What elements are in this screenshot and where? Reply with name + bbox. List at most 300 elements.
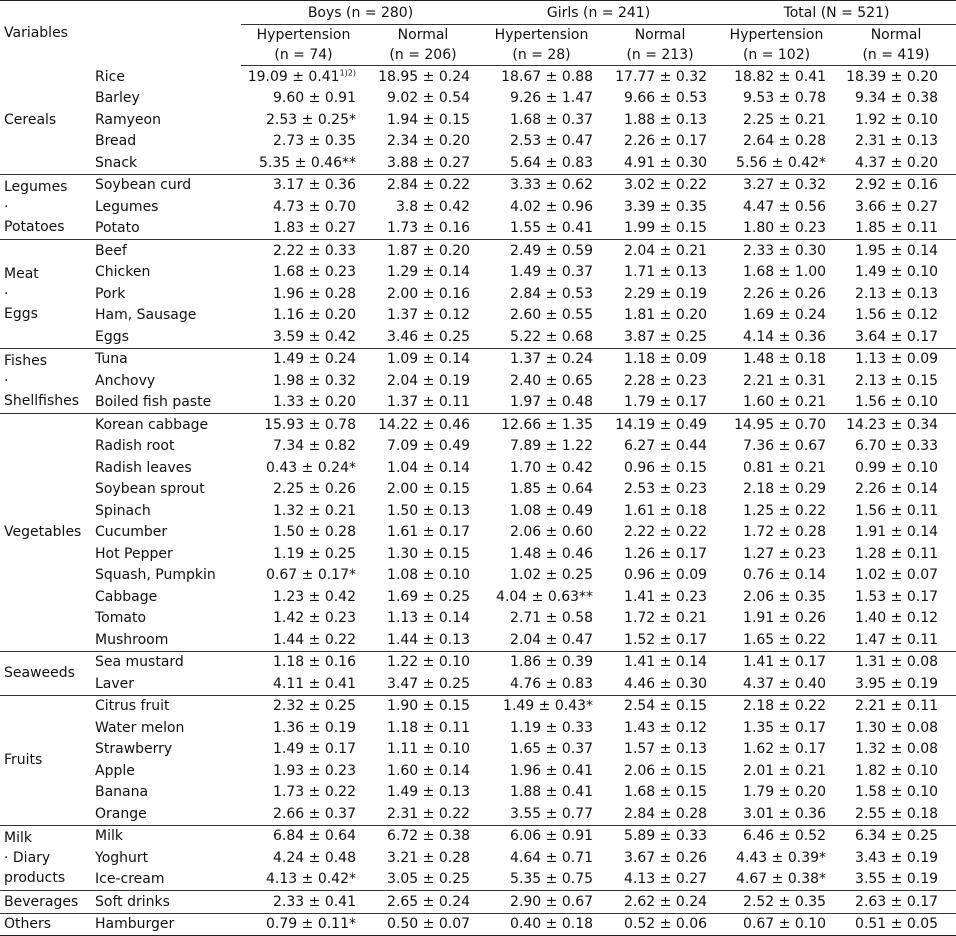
value-text: 12.66 ± 1.35 <box>501 416 594 433</box>
value-cell <box>241 522 366 544</box>
value-text: 4.02 ± 0.96 <box>510 198 594 215</box>
value-text: 6.72 ± 0.38 <box>387 828 471 845</box>
value-text: 5.22 ± 0.68 <box>510 328 594 345</box>
value-cell <box>836 760 956 782</box>
value-text: 0.96 ± 0.09 <box>624 567 708 584</box>
value-text: 1.68 ± 1.00 <box>743 264 827 281</box>
value-cell <box>836 109 956 131</box>
value-cell <box>366 760 480 782</box>
value-cell <box>480 608 603 630</box>
table-row <box>0 565 956 587</box>
value-cell <box>836 608 956 630</box>
food-item-label: Radish root <box>95 438 175 455</box>
value-cell <box>717 218 836 240</box>
value-cell <box>241 608 366 630</box>
value-cell <box>836 803 956 825</box>
value-text: 2.21 ± 0.11 <box>855 698 939 715</box>
value-cell <box>241 262 366 284</box>
value-cell <box>717 522 836 544</box>
value-cell <box>480 717 603 739</box>
value-text: 1.62 ± 0.17 <box>743 741 827 758</box>
food-item-label: Chicken <box>95 264 151 281</box>
value-cell <box>717 500 836 522</box>
value-cell <box>603 782 717 804</box>
value-cell <box>241 370 366 392</box>
value-text: 7.34 ± 0.82 <box>273 438 356 455</box>
value-cell <box>241 543 366 565</box>
value-cell <box>836 392 956 414</box>
value-text: 1.69 ± 0.24 <box>743 307 827 324</box>
value-text: 1.11 ± 0.10 <box>387 741 471 758</box>
food-item-label: Legumes <box>95 198 159 215</box>
food-item-label: Cucumber <box>95 524 168 541</box>
subheader-label: Hypertension <box>494 27 589 43</box>
table-row <box>0 457 956 479</box>
value-cell <box>241 305 366 327</box>
value-text: 4.64 ± 0.71 <box>510 849 594 866</box>
value-text: 1.44 ± 0.13 <box>387 631 471 648</box>
subheader-label: Normal <box>634 27 686 43</box>
value-cell <box>603 305 717 327</box>
value-text: 3.88 ± 0.27 <box>387 154 471 171</box>
value-cell <box>717 673 836 695</box>
girls-header: Girls (n = 241) <box>480 1 717 25</box>
table-row <box>0 803 956 825</box>
value-cell <box>480 825 603 847</box>
value-text: 6.27 ± 0.44 <box>624 438 708 455</box>
value-cell <box>603 174 717 196</box>
value-cell <box>603 803 717 825</box>
value-text: 2.60 ± 0.55 <box>510 307 594 324</box>
value-cell <box>836 66 956 88</box>
value-cell <box>836 543 956 565</box>
value-cell <box>366 240 480 262</box>
category-label-line: · <box>4 198 9 215</box>
value-text: 4.73 ± 0.70 <box>273 198 356 215</box>
food-item-label: Anchovy <box>95 372 156 389</box>
value-text: 3.55 ± 0.19 <box>855 871 939 888</box>
value-cell <box>480 651 603 673</box>
value-cell <box>480 283 603 305</box>
value-cell <box>603 739 717 761</box>
value-text: 3.59 ± 0.42 <box>273 328 356 345</box>
value-text: 5.35 ± 0.46** <box>259 154 356 171</box>
value-cell <box>366 629 480 651</box>
food-item-label: Hot Pepper <box>95 545 173 562</box>
category-label-line: Beverages <box>4 893 79 910</box>
value-cell <box>603 479 717 501</box>
value-text: 0.99 ± 0.10 <box>855 459 939 476</box>
category-label-line: Eggs <box>4 305 38 322</box>
value-cell <box>366 825 480 847</box>
food-item-label: Ham, Sausage <box>95 307 197 324</box>
value-cell <box>836 695 956 717</box>
value-text: 1.35 ± 0.17 <box>743 719 827 736</box>
value-cell <box>603 196 717 218</box>
subheader-label: Normal <box>870 27 922 43</box>
value-cell <box>603 825 717 847</box>
value-text: 4.91 ± 0.30 <box>624 154 708 171</box>
value-text: 1.68 ± 0.15 <box>624 784 708 801</box>
value-cell <box>603 152 717 174</box>
value-text: 9.26 ± 1.47 <box>510 90 594 107</box>
value-text: 5.89 ± 0.33 <box>624 828 708 845</box>
value-text: 2.31 ± 0.13 <box>855 133 939 150</box>
food-item-label: Pork <box>95 285 126 302</box>
value-cell <box>836 370 956 392</box>
value-text: 1.08 ± 0.10 <box>387 567 471 584</box>
value-cell <box>366 88 480 110</box>
value-cell <box>480 174 603 196</box>
value-cell <box>241 414 366 436</box>
value-text: 18.67 ± 0.88 <box>501 68 594 85</box>
value-text: 2.92 ± 0.16 <box>855 177 939 194</box>
food-item-label: Citrus fruit <box>91 695 241 717</box>
value-cell <box>366 392 480 414</box>
value-text: 3.47 ± 0.25 <box>387 675 471 692</box>
value-text: 1.79 ± 0.17 <box>624 394 708 411</box>
value-text: 1.50 ± 0.28 <box>273 524 356 541</box>
value-cell <box>717 869 836 891</box>
value-text: 3.01 ± 0.36 <box>743 805 827 822</box>
table-row <box>0 436 956 458</box>
value-cell <box>480 392 603 414</box>
value-text: 1.92 ± 0.10 <box>855 111 939 128</box>
value-text: 1.41 ± 0.17 <box>743 654 827 671</box>
value-cell <box>241 436 366 458</box>
value-text: 1.19 ± 0.25 <box>273 545 356 562</box>
value-cell <box>241 673 366 695</box>
value-cell <box>480 543 603 565</box>
table-row <box>0 326 956 348</box>
value-cell <box>366 262 480 284</box>
value-text: 1.73 ± 0.22 <box>273 784 356 801</box>
value-text: 7.89 ± 1.22 <box>510 438 594 455</box>
value-text: 2.65 ± 0.24 <box>387 893 471 910</box>
subheader-label: Hypertension <box>729 27 824 43</box>
value-text: 2.00 ± 0.16 <box>387 285 471 302</box>
category-label-line: · Diary <box>4 849 51 866</box>
category-label <box>0 66 91 175</box>
value-text: 1.49 ± 0.43* <box>503 698 594 715</box>
value-text: 2.31 ± 0.22 <box>387 805 471 822</box>
value-text: 2.49 ± 0.59 <box>510 242 594 259</box>
value-text: 1.85 ± 0.11 <box>855 220 939 237</box>
value-cell <box>480 370 603 392</box>
table-row <box>0 88 956 110</box>
table-row <box>0 109 956 131</box>
value-cell <box>717 543 836 565</box>
value-cell <box>366 608 480 630</box>
value-text: 1.42 ± 0.23 <box>273 610 356 627</box>
value-cell <box>717 651 836 673</box>
table-row <box>0 370 956 392</box>
food-item-label: Eggs <box>95 328 129 345</box>
value-text: 1.49 ± 0.17 <box>273 741 356 758</box>
value-text: 2.71 ± 0.58 <box>510 610 594 627</box>
value-cell <box>717 152 836 174</box>
value-text: 14.22 ± 0.46 <box>378 416 471 433</box>
category-label-line: Meat <box>4 265 39 282</box>
value-cell <box>603 695 717 717</box>
value-cell <box>717 803 836 825</box>
value-cell <box>717 479 836 501</box>
value-text: 2.90 ± 0.67 <box>510 893 594 910</box>
value-cell <box>366 782 480 804</box>
value-text: 1.18 ± 0.11 <box>387 719 471 736</box>
value-cell <box>836 825 956 847</box>
value-cell <box>480 913 603 936</box>
value-cell <box>603 88 717 110</box>
value-text: 6.06 ± 0.91 <box>510 828 594 845</box>
value-text: 1.72 ± 0.21 <box>624 610 708 627</box>
value-cell <box>836 479 956 501</box>
value-cell <box>836 240 956 262</box>
value-text: 1.53 ± 0.17 <box>855 588 939 605</box>
value-text: 9.02 ± 0.54 <box>387 90 471 107</box>
table-row <box>0 262 956 284</box>
value-cell <box>836 152 956 174</box>
value-text: 2.25 ± 0.21 <box>743 111 827 128</box>
value-cell <box>366 326 480 348</box>
table-row <box>0 66 956 88</box>
value-text: 1.56 ± 0.10 <box>855 394 939 411</box>
category-label <box>0 913 91 936</box>
value-text: 1.49 ± 0.13 <box>387 784 471 801</box>
value-cell <box>603 131 717 153</box>
category-label-line: Shellfishes <box>4 392 80 409</box>
value-text: 14.95 ± 0.70 <box>734 416 827 433</box>
value-cell <box>241 109 366 131</box>
value-text: 1.48 ± 0.18 <box>743 351 827 368</box>
value-cell <box>480 326 603 348</box>
value-cell <box>603 218 717 240</box>
table-row <box>0 522 956 544</box>
value-cell <box>717 629 836 651</box>
value-text: 3.02 ± 0.22 <box>624 177 708 194</box>
value-text: 2.84 ± 0.28 <box>624 805 708 822</box>
category-label <box>0 348 91 414</box>
value-cell <box>717 695 836 717</box>
value-text: 2.32 ± 0.25 <box>273 698 356 715</box>
value-text: 1.41 ± 0.23 <box>624 588 708 605</box>
value-text: 2.22 ± 0.33 <box>273 242 356 259</box>
value-cell <box>480 847 603 869</box>
value-text: 2.06 ± 0.35 <box>743 588 827 605</box>
value-cell <box>241 392 366 414</box>
value-text: 9.66 ± 0.53 <box>624 90 708 107</box>
value-text: 3.33 ± 0.62 <box>510 177 594 194</box>
table-row <box>0 825 956 847</box>
food-item-label: Ramyeon <box>95 111 161 128</box>
food-item-label: Korean cabbage <box>91 414 241 436</box>
value-text: 4.04 ± 0.63** <box>496 588 594 605</box>
value-cell <box>717 847 836 869</box>
value-cell <box>366 109 480 131</box>
value-cell <box>836 651 956 673</box>
value-text: 1.57 ± 0.13 <box>624 741 708 758</box>
value-cell <box>717 348 836 370</box>
value-text: 5.64 ± 0.83 <box>510 154 594 171</box>
category-label-line: Others <box>4 916 52 933</box>
value-text: 2.22 ± 0.22 <box>624 524 708 541</box>
value-text: 1.71 ± 0.13 <box>624 264 708 281</box>
value-text: 4.11 ± 0.41 <box>273 675 356 692</box>
food-item-label: Orange <box>95 805 147 822</box>
table-row <box>0 174 956 196</box>
value-cell <box>603 500 717 522</box>
value-text: 1.93 ± 0.23 <box>273 762 356 779</box>
value-cell <box>241 66 366 88</box>
value-cell <box>241 283 366 305</box>
food-item-label: Tomato <box>95 610 147 627</box>
value-text: 4.43 ± 0.39* <box>736 849 827 866</box>
table-row <box>0 305 956 327</box>
value-cell <box>836 436 956 458</box>
value-cell <box>366 891 480 914</box>
value-text: 1.82 ± 0.10 <box>855 762 939 779</box>
value-cell <box>836 414 956 436</box>
value-text: 3.95 ± 0.19 <box>855 675 939 692</box>
category-label-line: Fishes <box>4 352 47 369</box>
table-body <box>0 66 956 936</box>
food-item-label: Barley <box>95 90 140 107</box>
value-text: 1.09 ± 0.14 <box>387 351 471 368</box>
food-item-label: Potato <box>95 220 140 237</box>
value-text: 2.62 ± 0.24 <box>624 893 708 910</box>
value-cell <box>717 131 836 153</box>
value-cell <box>366 500 480 522</box>
food-item-label: Ice-cream <box>95 871 165 888</box>
value-text: 9.53 ± 0.78 <box>743 90 827 107</box>
value-cell <box>717 760 836 782</box>
value-cell <box>603 240 717 262</box>
value-cell <box>603 651 717 673</box>
food-item-label: Cabbage <box>95 588 158 605</box>
category-label-line: products <box>4 869 66 886</box>
value-cell <box>480 414 603 436</box>
value-text: 3.43 ± 0.19 <box>855 849 939 866</box>
value-text: 1.18 ± 0.16 <box>273 654 356 671</box>
value-text: 2.26 ± 0.26 <box>743 285 827 302</box>
value-cell <box>717 739 836 761</box>
food-item-label: Sea mustard <box>91 651 241 673</box>
category-label <box>0 695 91 825</box>
value-text: 9.34 ± 0.38 <box>855 90 939 107</box>
variables-header: Variables <box>0 1 91 66</box>
value-cell <box>717 109 836 131</box>
value-cell <box>480 152 603 174</box>
value-text: 0.67 ± 0.17* <box>266 567 356 584</box>
value-cell <box>366 803 480 825</box>
value-text: 6.34 ± 0.25 <box>855 828 939 845</box>
value-text: 1.72 ± 0.28 <box>743 524 827 541</box>
category-label-line: Fruits <box>4 752 43 768</box>
value-cell <box>717 825 836 847</box>
category-label <box>0 825 91 891</box>
table-row <box>0 847 956 869</box>
value-text: 4.67 ± 0.38* <box>736 871 827 888</box>
food-item-label: Laver <box>95 675 135 692</box>
value-cell <box>366 847 480 869</box>
value-cell <box>366 479 480 501</box>
category-label-line: · <box>4 372 9 389</box>
value-cell <box>241 891 366 914</box>
value-cell <box>717 586 836 608</box>
table-row <box>0 760 956 782</box>
value-cell <box>603 629 717 651</box>
value-text: 15.93 ± 0.78 <box>264 416 356 433</box>
value-cell <box>480 891 603 914</box>
subheader-count: (n = 213) <box>603 45 717 66</box>
value-cell <box>480 522 603 544</box>
value-cell <box>603 891 717 914</box>
food-item-label: Apple <box>95 762 135 779</box>
value-cell <box>717 608 836 630</box>
value-cell <box>366 651 480 673</box>
value-cell <box>836 913 956 936</box>
value-text: 1.95 ± 0.14 <box>855 242 939 259</box>
value-cell <box>603 414 717 436</box>
value-text: 1.94 ± 0.15 <box>387 111 471 128</box>
value-cell <box>366 869 480 891</box>
value-text: 5.35 ± 0.75 <box>510 871 594 888</box>
value-cell <box>717 196 836 218</box>
food-item-label: Soybean sprout <box>95 481 205 498</box>
value-text: 1.26 ± 0.17 <box>624 545 708 562</box>
value-cell <box>836 196 956 218</box>
value-text: 2.53 ± 0.47 <box>510 133 594 150</box>
value-cell <box>480 500 603 522</box>
value-cell <box>603 457 717 479</box>
value-cell <box>480 586 603 608</box>
value-cell <box>836 218 956 240</box>
value-text: 1.65 ± 0.22 <box>743 631 827 648</box>
value-text: 14.19 ± 0.49 <box>615 416 708 433</box>
value-cell <box>241 847 366 869</box>
value-text: 3.17 ± 0.36 <box>273 177 356 194</box>
value-cell <box>717 414 836 436</box>
value-text: 2.04 ± 0.19 <box>387 372 471 389</box>
value-cell <box>836 500 956 522</box>
value-text: 2.06 ± 0.60 <box>510 524 594 541</box>
value-cell <box>717 392 836 414</box>
value-cell <box>241 240 366 262</box>
value-cell <box>366 196 480 218</box>
value-cell <box>241 586 366 608</box>
value-text: 3.46 ± 0.25 <box>387 328 471 345</box>
value-cell <box>603 847 717 869</box>
table-row <box>0 739 956 761</box>
value-cell <box>603 109 717 131</box>
value-cell <box>480 479 603 501</box>
value-text: 0.79 ± 0.11* <box>266 916 356 933</box>
value-cell <box>241 457 366 479</box>
value-text: 2.54 ± 0.15 <box>624 698 708 715</box>
value-text: 1.60 ± 0.21 <box>743 394 827 411</box>
category-label-line: Seaweeds <box>4 665 75 681</box>
food-item-label: Spinach <box>95 502 151 519</box>
value-cell <box>366 565 480 587</box>
category-label <box>0 240 91 349</box>
value-text: 14.23 ± 0.34 <box>846 416 939 433</box>
value-text: 1.65 ± 0.37 <box>510 741 594 758</box>
value-cell <box>603 543 717 565</box>
value-cell <box>241 782 366 804</box>
value-text: 1.49 ± 0.37 <box>510 264 594 281</box>
value-cell <box>366 543 480 565</box>
value-text: 1.61 ± 0.18 <box>624 502 708 519</box>
